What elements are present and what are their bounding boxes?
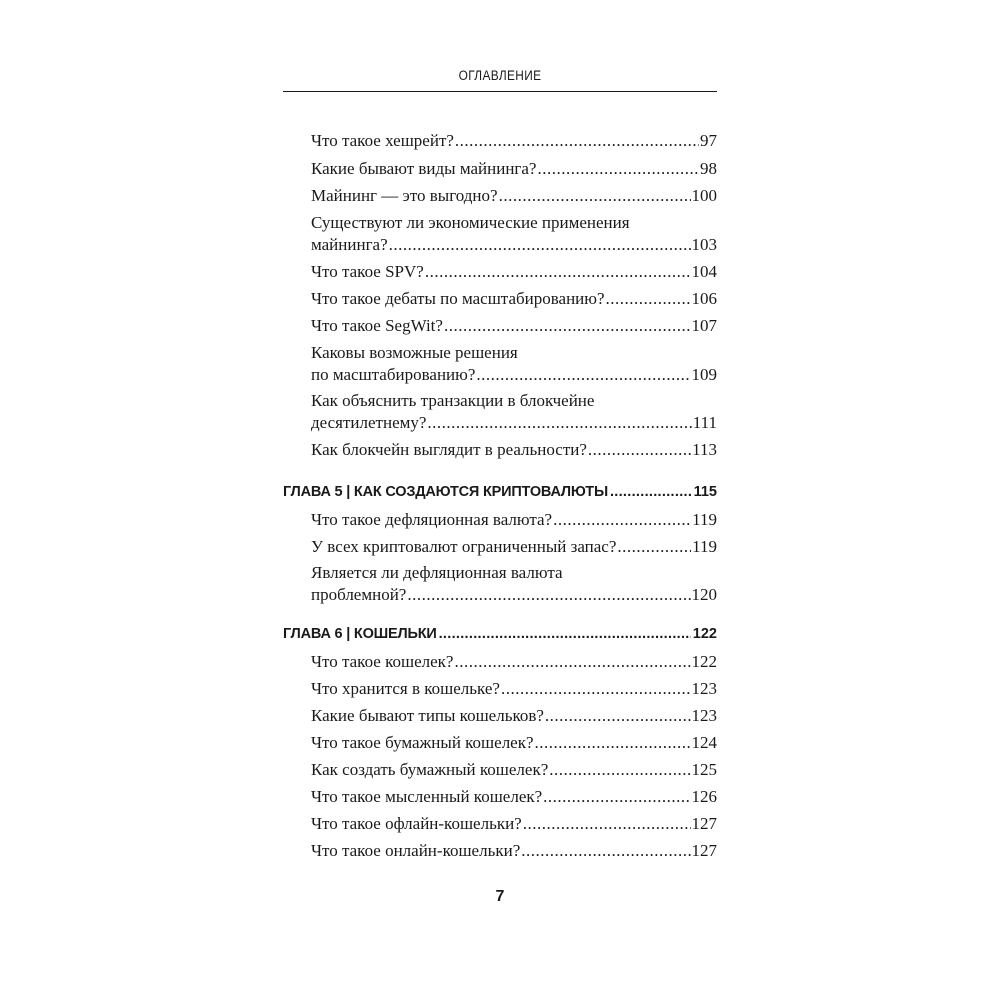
toc-entry-title: Что такое хешрейт?	[311, 131, 454, 150]
dot-leader	[523, 814, 691, 834]
toc-entry-page: 127	[691, 841, 717, 860]
dot-leader	[499, 186, 691, 206]
toc-entry-page: 111	[692, 413, 717, 432]
toc-entry-page: 120	[691, 585, 717, 604]
header-rule	[283, 91, 717, 92]
toc-entry-title: Что хранится в кошельке?	[311, 679, 500, 698]
toc-entry-page: 125	[691, 760, 717, 779]
running-header: ОГЛАВЛЕНИЕ	[458, 68, 542, 83]
toc-entry	[311, 537, 717, 557]
dot-leader	[606, 289, 691, 309]
toc-entry-title-line1: Существуют ли экономические применения	[311, 213, 630, 232]
toc-entry-title: Что такое онлайн-кошельки?	[311, 841, 521, 860]
toc-entry	[311, 841, 717, 861]
toc-entry	[311, 413, 717, 433]
dot-leader	[455, 131, 699, 151]
chapter-page: 115	[693, 484, 717, 500]
toc-entry-title: Какие бывают виды майнинга?	[311, 159, 537, 178]
toc-entry	[311, 316, 717, 336]
dot-leader	[389, 235, 691, 255]
book-page	[283, 0, 717, 1000]
dot-leader	[610, 482, 692, 502]
dot-leader	[439, 624, 691, 644]
toc-entry-title-line1: Является ли дефляционная валюта	[311, 563, 563, 582]
dot-leader	[549, 760, 690, 780]
toc-entry-page: 122	[691, 652, 717, 671]
toc-entry-title: У всех криптовалют ограниченный запас?	[311, 537, 617, 556]
toc-entry-page: 107	[691, 316, 717, 335]
chapter-title: ГЛАВА 6 | КОШЕЛЬКИ	[283, 626, 437, 642]
dot-leader	[535, 733, 691, 753]
toc-entry-title: Как блокчейн выглядит в реальности?	[311, 440, 587, 459]
toc-entry-page: 104	[691, 262, 717, 281]
toc-entry	[311, 159, 717, 179]
toc-entry-title: Майнинг — это выгодно?	[311, 186, 498, 205]
toc-entry-page: 98	[700, 159, 717, 178]
dot-leader	[543, 787, 690, 807]
toc-entry-title: Какие бывают типы кошельков?	[311, 706, 544, 725]
toc-entry	[311, 262, 717, 282]
dot-leader	[444, 316, 691, 336]
toc-entry-title: десятилетнему?	[311, 413, 427, 432]
toc-entry-page: 119	[692, 510, 717, 529]
toc-entry	[311, 787, 717, 807]
chapter-title: ГЛАВА 5 | КАК СОЗДАЮТСЯ КРИПТОВАЛЮТЫ	[283, 484, 608, 500]
toc-entry-title: Что такое офлайн-кошельки?	[311, 814, 522, 833]
toc-entry-title: Что такое дефляционная валюта?	[311, 510, 553, 529]
dot-leader	[427, 413, 691, 433]
toc-entry-title: Что такое бумажный кошелек?	[311, 733, 534, 752]
dot-leader	[617, 537, 691, 557]
page-number: 7	[495, 888, 505, 905]
dot-leader	[588, 440, 691, 460]
toc-entry	[311, 733, 717, 753]
chapter-page: 122	[692, 626, 717, 642]
toc-entry	[311, 679, 717, 699]
chapter-5-heading	[283, 482, 717, 502]
dot-leader	[537, 159, 699, 179]
dot-leader	[454, 652, 690, 672]
toc-entry-title: по масштабированию?	[311, 365, 476, 384]
toc-entry-page: 126	[691, 787, 717, 806]
toc-entry	[311, 235, 717, 255]
toc-entry-title-line1: Каковы возможные решения	[311, 343, 518, 362]
toc-entry-page: 106	[691, 289, 717, 308]
dot-leader	[545, 706, 691, 726]
dot-leader	[425, 262, 691, 282]
toc-entry-title: майнинга?	[311, 235, 388, 254]
toc-entry-page: 123	[691, 706, 717, 725]
toc-entry-title-line1: Как объяснить транзакции в блокчейне	[311, 391, 595, 410]
toc-entry	[311, 440, 717, 460]
toc-entry	[311, 652, 717, 672]
toc-entry-page: 100	[691, 186, 717, 205]
toc-entry	[311, 760, 717, 780]
toc-entry-title: Что такое SPV?	[311, 262, 424, 281]
toc-entry-page: 109	[691, 365, 717, 384]
toc-entry-page: 113	[692, 440, 717, 459]
toc-entry	[311, 131, 717, 151]
toc-entry-page: 124	[691, 733, 717, 752]
toc-entry	[311, 289, 717, 309]
toc-entry	[311, 186, 717, 206]
toc-entry	[311, 365, 717, 385]
toc-entry-title: Что такое SegWit?	[311, 316, 443, 335]
toc-entry-title: Что такое кошелек?	[311, 652, 454, 671]
toc-entry-title: проблемной?	[311, 585, 407, 604]
dot-leader	[407, 585, 690, 605]
toc-entry-page: 119	[692, 537, 717, 556]
toc-entry	[311, 706, 717, 726]
toc-entry	[311, 814, 717, 834]
toc-entry-title: Что такое мысленный кошелек?	[311, 787, 543, 806]
toc-entry	[311, 510, 717, 530]
toc-entry-page: 103	[691, 235, 717, 254]
chapter-6-heading	[283, 624, 717, 644]
dot-leader	[476, 365, 690, 385]
dot-leader	[553, 510, 691, 530]
toc-entry-page: 127	[691, 814, 717, 833]
toc-entry-title: Как создать бумажный кошелек?	[311, 760, 549, 779]
toc-entry-page: 97	[700, 131, 717, 150]
dot-leader	[521, 841, 690, 861]
dot-leader	[501, 679, 691, 699]
toc-entry-page: 123	[691, 679, 717, 698]
toc-entry-title: Что такое дебаты по масштабированию?	[311, 289, 605, 308]
toc-entry	[311, 585, 717, 605]
